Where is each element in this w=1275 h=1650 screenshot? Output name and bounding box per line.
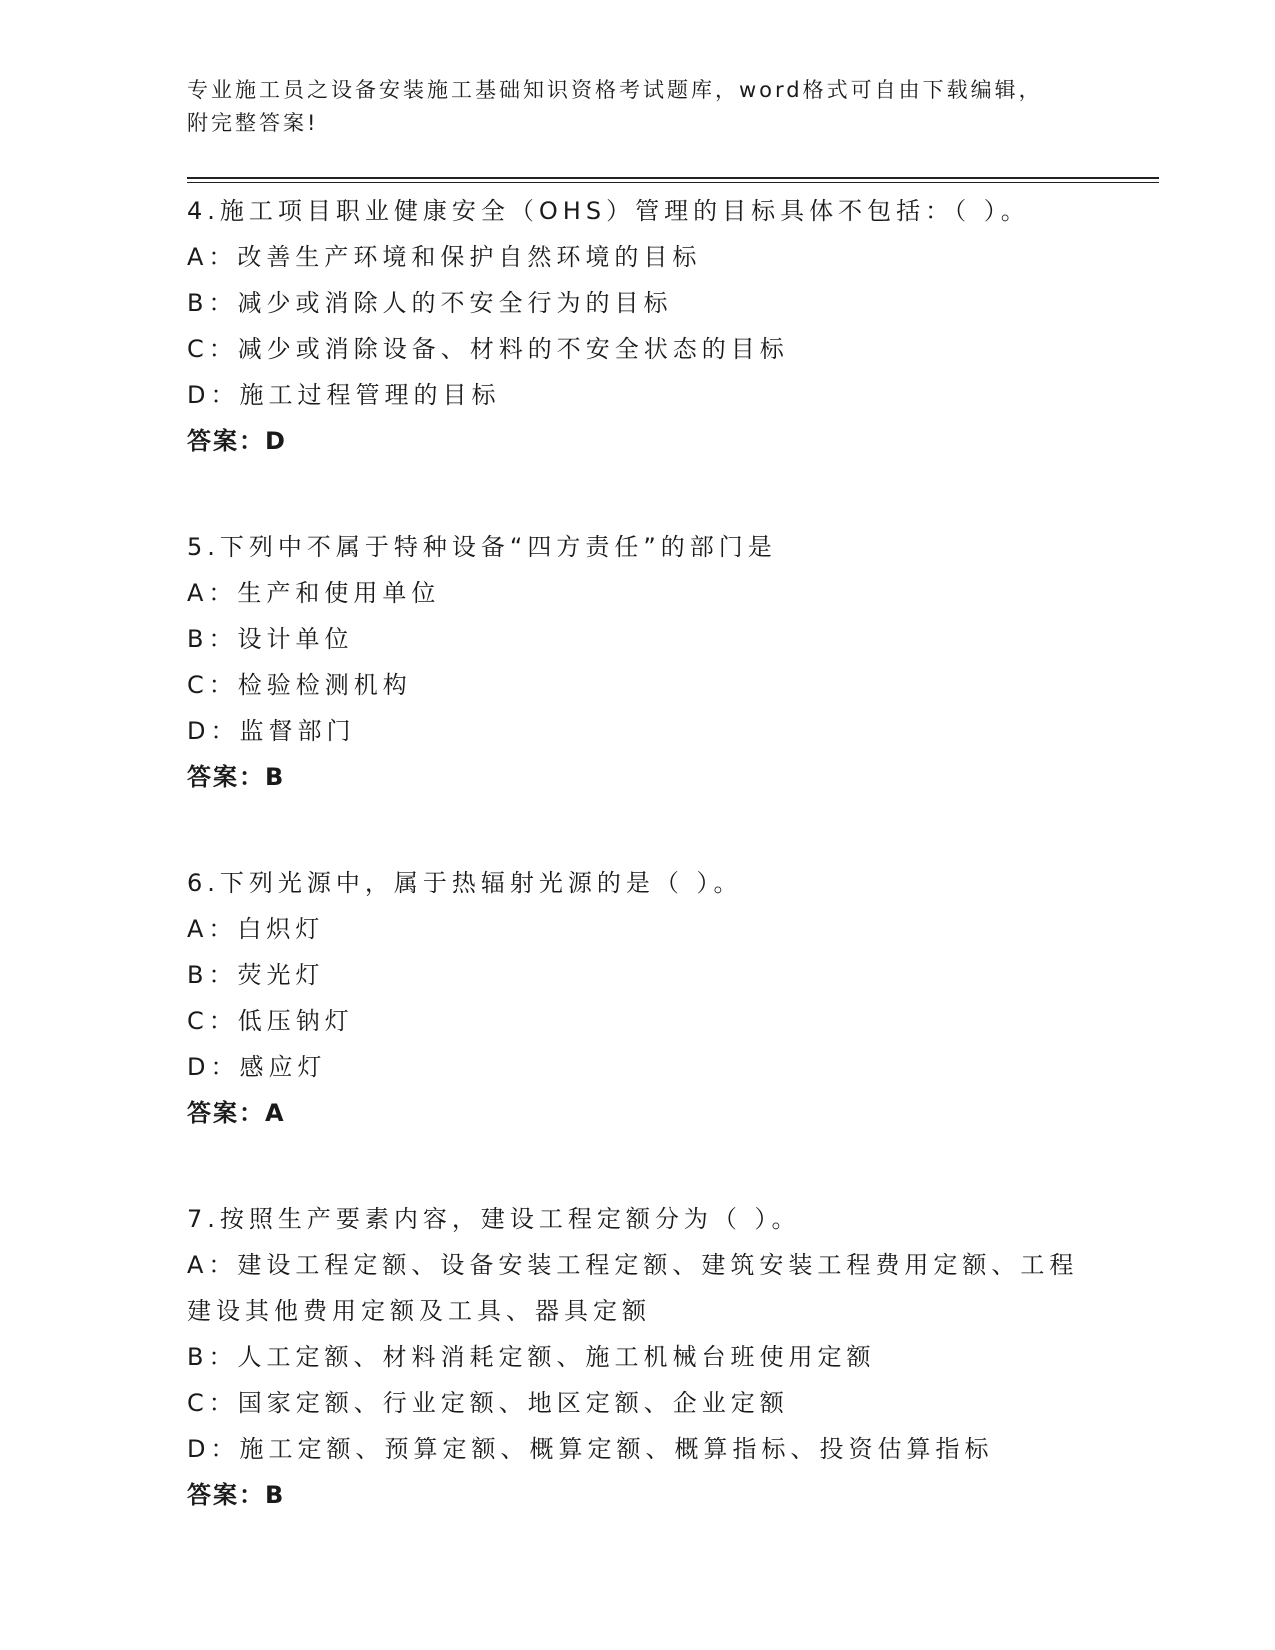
- answer-line: [187, 754, 1087, 800]
- option-a: A：改善生产环境和保护自然环境的目标: [187, 243, 702, 271]
- answer-value: B: [265, 763, 286, 791]
- question-stem: 4.施工项目职业健康安全（OHS）管理的目标具体不包括：（ ）。: [187, 197, 1030, 225]
- option-c: C：检验检测机构: [187, 671, 412, 699]
- answer-label: 答案：: [187, 763, 265, 791]
- answer-line: [187, 1472, 1087, 1518]
- header-line-2: 附完整答案!: [187, 111, 319, 135]
- answer-label: 答案：: [187, 1481, 265, 1509]
- question-7: [187, 1196, 1087, 1518]
- option-b: B：减少或消除人的不安全行为的目标: [187, 289, 673, 317]
- option-c: C：国家定额、行业定额、地区定额、企业定额: [187, 1389, 789, 1417]
- option-c: C：减少或消除设备、材料的不安全状态的目标: [187, 335, 789, 363]
- option-d: D：监督部门: [187, 717, 356, 745]
- question-list: [187, 188, 1087, 1578]
- answer-label: 答案：: [187, 427, 265, 455]
- answer-label: 答案：: [187, 1099, 265, 1127]
- answer-value: B: [265, 1481, 286, 1509]
- option-a: A：生产和使用单位: [187, 579, 441, 607]
- question-stem: 6.下列光源中，属于热辐射光源的是（ ）。: [187, 869, 743, 897]
- option-d: D：感应灯: [187, 1053, 327, 1081]
- header-divider-thick: [187, 177, 1159, 179]
- header-divider-thin: [187, 182, 1159, 183]
- question-4: [187, 188, 1087, 464]
- option-b: B：人工定额、材料消耗定额、施工机械台班使用定额: [187, 1343, 876, 1371]
- option-a: A：建设工程定额、设备安装工程定额、建筑安装工程费用定额、工程建设其他费用定额及工具、器具定额: [187, 1251, 1079, 1325]
- answer-value: A: [265, 1099, 286, 1127]
- option-b: B：设计单位: [187, 625, 354, 653]
- answer-line: [187, 1090, 1087, 1136]
- answer-value: D: [265, 427, 287, 455]
- document-header: [187, 74, 1087, 140]
- option-a: A：白炽灯: [187, 915, 325, 943]
- option-c: C：低压钠灯: [187, 1007, 354, 1035]
- question-6: [187, 860, 1087, 1136]
- answer-line: [187, 418, 1087, 464]
- question-stem: 7.按照生产要素内容，建设工程定额分为（ ）。: [187, 1205, 801, 1233]
- question-5: [187, 524, 1087, 800]
- option-d: D：施工过程管理的目标: [187, 381, 501, 409]
- option-d: D：施工定额、预算定额、概算定额、概算指标、投资估算指标: [187, 1435, 994, 1463]
- question-stem: 5.下列中不属于特种设备“四方责任”的部门是: [187, 533, 777, 561]
- option-b: B：荧光灯: [187, 961, 325, 989]
- header-line-1: 专业施工员之设备安装施工基础知识资格考试题库，word格式可自由下载编辑，: [187, 78, 1043, 102]
